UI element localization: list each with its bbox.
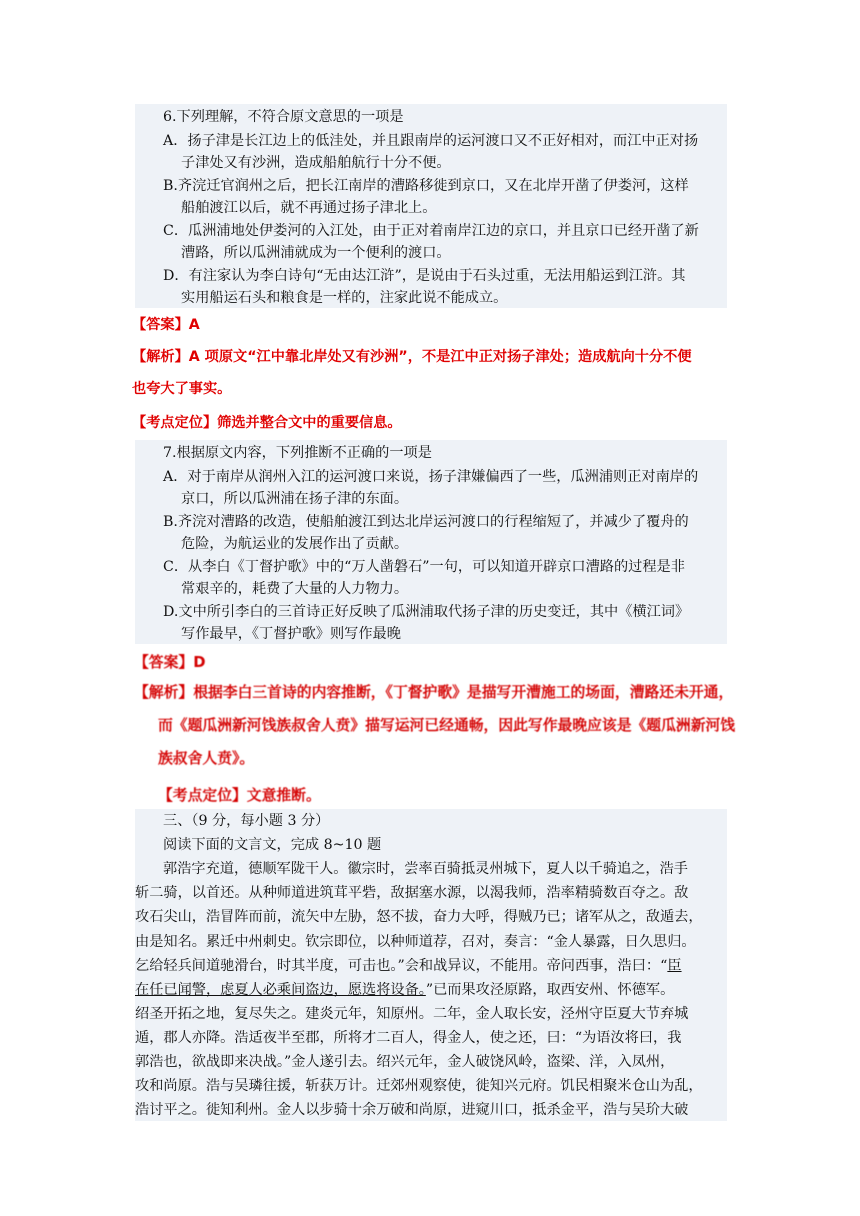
question-6-option-c-cont: 漕路，所以瓜洲浦就成为一个便利的渡口。 (181, 245, 451, 261)
question-7-option-d-cont: 写作最早，《丁督护歌》则写作最晚 (181, 626, 401, 642)
question-7-option-a: A．对于南岸从润州入江的运河渡口来说，扬子津嫌偏西了一些，瓜洲浦则正对南岸的 (163, 469, 699, 485)
passage-line-1: 郭浩字充道，德顺军陇干人。徽宗时，尝率百骑抵灵州城下，夏人以千骑追之，浩手 (163, 861, 688, 877)
analysis-6-cont: 也夸大了事实。 (132, 381, 232, 397)
passage-underlined-sentence: 在任已闻警，虑夏人必乘间盗边，愿选将设备。 (135, 982, 426, 998)
question-7-option-a-cont: 京口，所以瓜洲浦在扬子津的东面。 (181, 491, 409, 507)
passage-line-2: 斩二骑，以首还。从种师道进筑茸平砦，敌据塞水源，以渴我师，浩率精骑数百夺之。敌 (135, 885, 689, 901)
passage-underlined-start: 臣 (667, 958, 682, 974)
analysis-7: 【解析】根据李白三首诗的内容推断，《丁督护歌》是描写开漕施工的场面，漕路还未开通， (134, 684, 734, 701)
passage-line-4: 由是知名。累迁中州刺史。钦宗即位，以种师道荐，召对，奏言：“金人暴露，日久思归。 (135, 934, 696, 950)
passage-line-6-text: ”已而果攻泾原路，取西安州、怀德军。 (425, 982, 675, 998)
answer-7: 【答案】D (134, 654, 206, 671)
passage-line-3: 攻石尖山，浩冒阵而前，流矢中左胁，怒不拔，奋力大呼，得贼乃已；诸军从之，敌遁去， (135, 909, 703, 925)
section-3-header: 三、（9 分，每小题 3 分） (163, 813, 330, 829)
question-6-option-b: B.齐浣迁官润州之后，把长江南岸的漕路移徙到京口，又在北岸开凿了伊娄河，这样 (163, 178, 689, 194)
question-6-option-d-cont: 实用船运石头和粮食是一样的，注家此说不能成立。 (181, 290, 508, 306)
question-7-option-b: B.齐浣对漕路的改造，使船舶渡江到达北岸运河渡口的行程缩短了，并减少了覆舟的 (163, 514, 689, 530)
point-7: 【考点定位】文意推断。 (158, 787, 321, 804)
passage-line-10: 攻和尚原。浩与吴璘往援，斩获万计。迁郊州观察使，徙知兴元府。饥民相聚米仓山为乱， (135, 1078, 703, 1094)
question-6-option-b-cont: 船舶渡江以后，就不再通过扬子津北上。 (181, 200, 437, 216)
answer-6: 【答案】A (132, 317, 200, 333)
question-7-option-d: D.文中所引李白的三首诗正好反映了瓜洲浦取代扬子津的历史变迁，其中《横江词》 (163, 604, 690, 620)
question-6-stem: 6.下列理解，不符合原文意思的一项是 (163, 109, 404, 125)
question-7-option-b-cont: 危险，为航运业的发展作出了贡献。 (181, 536, 409, 552)
question-6-option-a-cont: 子津处又有沙洲，造成船舶航行十分不便。 (181, 155, 451, 171)
question-6-option-c: C．瓜洲浦地处伊娄河的入江处，由于正对着南岸江边的京口，并且京口已经开凿了新 (163, 223, 699, 239)
analysis-6: 【解析】A 项原文“江中靠北岸处又有沙洲”，不是江中正对扬子津处；造成航向十分不便 (132, 349, 692, 365)
question-7-stem: 7.根据原文内容，下列推断不正确的一项是 (163, 445, 432, 461)
question-6-option-a: A．扬子津是长江边上的低洼处，并且跟南岸的运河渡口又不正好相对，而江中正对扬 (163, 133, 699, 149)
passage-line-5-text: 乞给轻兵间道驰滑台，时其半度，可击也。”会和战异议，不能用。帝问西事，浩曰：“ (135, 958, 668, 974)
passage-line-5 (135, 955, 682, 977)
point-6: 【考点定位】筛选并整合文中的重要信息。 (132, 415, 402, 431)
passage-line-6 (135, 979, 674, 1001)
passage-line-7: 绍圣开拓之地，复尽失之。建炎元年，知原州。二年，金人取长安，泾州守臣夏大节弃城 (135, 1006, 689, 1022)
question-7-option-c: C．从李白《丁督护歌》中的“万人凿磐石”一句，可以知道开辟京口漕路的过程是非 (163, 559, 685, 575)
passage-line-11: 浩讨平之。徙知利州。金人以步骑十余万破和尚原，进窥川口，抵杀金平，浩与吴玠大破 (135, 1102, 689, 1118)
section-3-instruction: 阅读下面的文言文，完成 8~10 题 (163, 837, 382, 853)
passage-line-9: 郭浩也，欲战即来决战。”金人遂引去。绍兴元年，金人破饶风岭，盗梁、洋，入凤州， (135, 1054, 675, 1070)
analysis-7-cont: 而《题瓜洲新河饯族叔舍人贲》描写运河已经通畅，因此写作最晚应该是《题瓜洲新河饯 (158, 717, 736, 734)
question-6-option-d: D．有注家认为李白诗句“无由达江浒”，是说由于石头过重，无法用船运到江浒。其 (163, 268, 686, 284)
question-7-option-c-cont: 常艰辛的，耗费了大量的人力物力。 (181, 581, 409, 597)
analysis-7-cont-2: 族叔舍人贲》。 (158, 750, 255, 767)
passage-line-8: 遁，郡人亦降。浩适夜半至郡，所将才二百人，得金人，使之还，曰：“为语汝将曰，我 (135, 1030, 682, 1046)
